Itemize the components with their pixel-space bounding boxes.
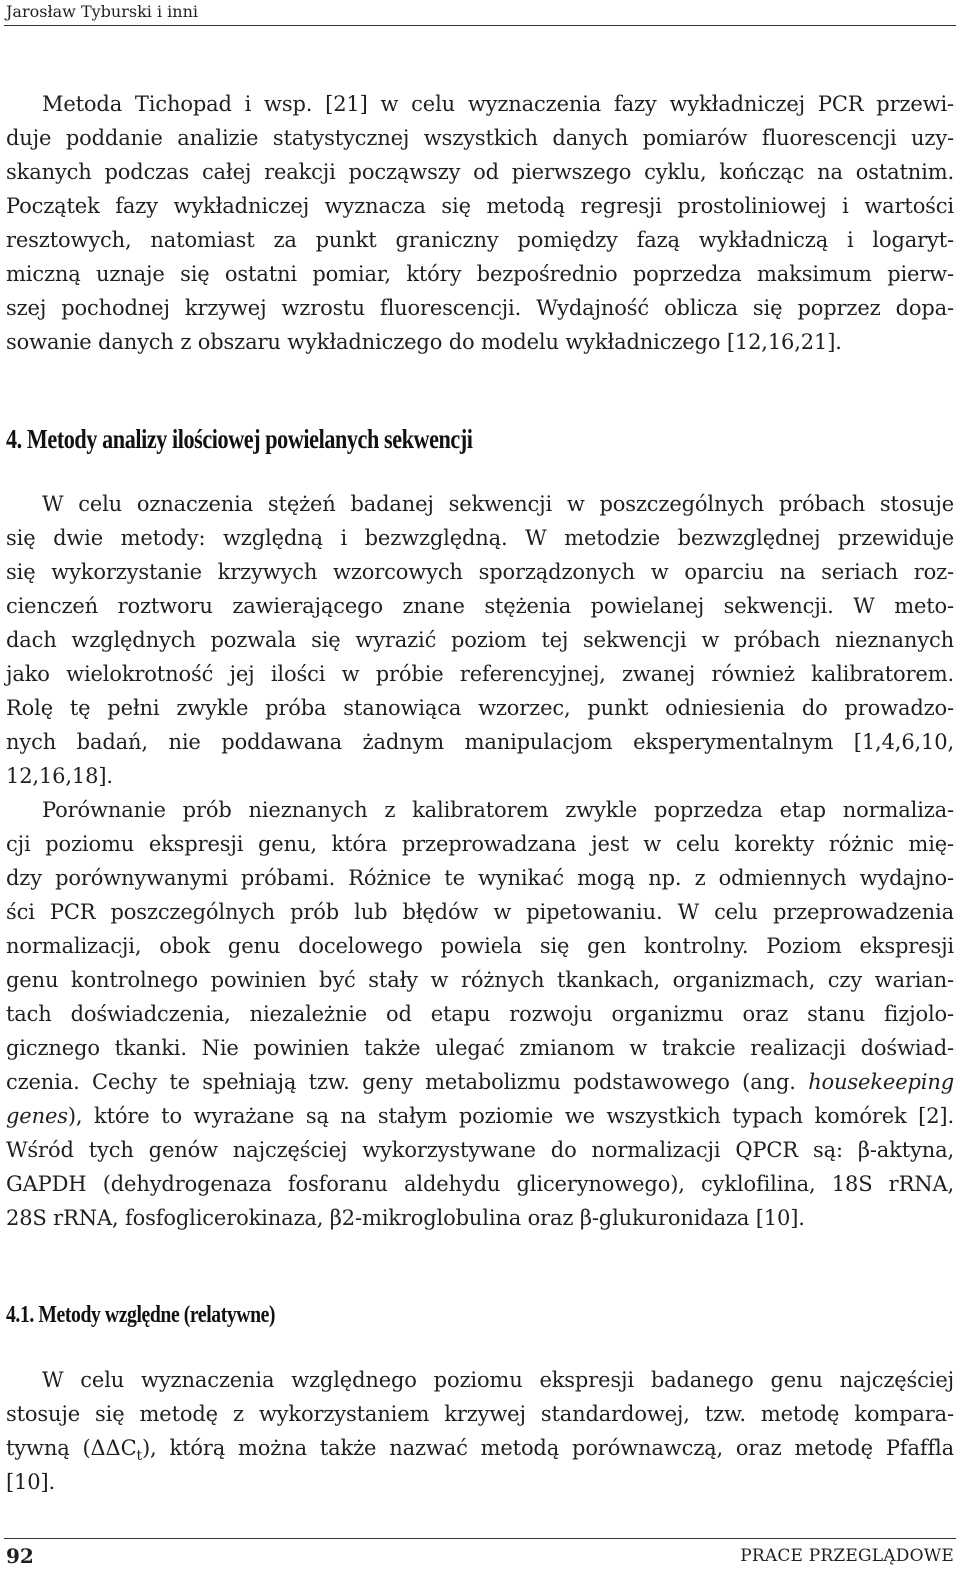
text-line-ddct: [6, 1438, 954, 1463]
text-line: gicznego tkanki. Nie powinien także ulegać zmianom w trakcie realizacji doświad-: [6, 1036, 954, 1060]
section-heading-4: 4. Metody analizy ilościowej powielanych sekwencji: [6, 424, 473, 454]
text-line: Metoda Tichopad i wsp. [21] w celu wyznaczenia fazy wykładniczej PCR przewi-: [42, 92, 954, 116]
text-line: 28S rRNA, fosfoglicerokinaza, β2-mikroglobulina oraz β-glukuronidaza [10].: [6, 1206, 805, 1230]
text-segment: ), którą można także nazwać metodą porównawczą, oraz metodę Pfaffla: [141, 1436, 954, 1460]
text-line: dach względnych pozwala się wyrazić poziom tej sekwencji w próbach nieznanych: [6, 628, 954, 652]
text-line: resztowych, natomiast za punkt graniczny pomiędzy fazą wykładniczą i logaryt-: [6, 228, 954, 252]
text-line: miczną uznaje się ostatni pomiar, który bezpośrednio poprzedza maksimum pierw-: [6, 262, 954, 286]
text-line: genu kontrolnego powinien być stały w różnych tkankach, organizmach, czy warian-: [6, 968, 954, 992]
text-line: Porównanie prób nieznanych z kalibratorem zwykle poprzedza etap normaliza-: [42, 798, 954, 822]
text-line: jako wielokrotność jej ilości w próbie referencyjnej, zwanej również kalibratorem.: [6, 662, 954, 686]
text-line-housekeeping: [6, 1072, 954, 1093]
text-line: sowanie danych z obszaru wykładniczego do modelu wykładniczego [12,16,21].: [6, 330, 842, 354]
text-line: się dwie metody: względną i bezwzględną. W metodzie bezwzględnej przewiduje: [6, 526, 954, 550]
text-line: Początek fazy wykładniczej wyznacza się metodą regresji prostoliniowej i wartości: [6, 194, 954, 218]
text-line: skanych podczas całej reakcji począwszy od pierwszego cyklu, kończąc na ostatnim.: [6, 160, 954, 184]
text-line: stosuje się metodę z wykorzystaniem krzywej standardowej, tzw. metodę kompara-: [6, 1402, 954, 1426]
italic-term: housekeeping: [808, 1070, 954, 1094]
text-line: dzy porównywanymi próbami. Różnice te wynikać mogą np. z odmiennych wydajno-: [6, 866, 954, 890]
text-line: nych badań, nie poddawana żadnym manipulacjom eksperymentalnym [1,4,6,10,: [6, 730, 954, 754]
text-line: się wykorzystanie krzywych wzorcowych sporządzonych w oparciu na seriach roz-: [6, 560, 954, 584]
journal-name: PRACE PRZEGLĄDOWE: [740, 1546, 954, 1566]
text-line: W celu wyznaczenia względnego poziomu ekspresji badanego genu najczęściej: [42, 1368, 954, 1392]
subscript: t: [136, 1448, 142, 1465]
text-line: duje poddanie analizie statystycznej wszystkich danych pomiarów fluorescencji uzy-: [6, 126, 954, 150]
text-line: cji poziomu ekspresji genu, która przeprowadzana jest w celu korekty różnic mię-: [6, 832, 954, 856]
text-line-genes: [6, 1106, 954, 1127]
footer-rule: [4, 1538, 956, 1539]
text-line: normalizacji, obok genu docelowego powiela się gen kontrolny. Poziom ekspresji: [6, 934, 954, 958]
text-line: szej pochodnej krzywej wzrostu fluorescencji. Wydajność oblicza się poprzez dopa-: [6, 296, 954, 320]
header-rule: [4, 25, 956, 26]
text-segment: ), które to wyrażane są na stałym poziomie we wszystkich typach komórek [2].: [67, 1104, 954, 1128]
running-head: Jarosław Tyburski i inni: [6, 2, 199, 21]
text-segment: tywną (ΔΔC: [6, 1436, 137, 1460]
section-heading-4-1: 4.1. Metody względne (relatywne): [6, 1302, 276, 1328]
text-line: Rolę tę pełni zwykle próba stanowiąca wzorzec, punkt odniesienia do prowadzo-: [6, 696, 954, 720]
text-line: 12,16,18].: [6, 764, 113, 788]
text-line: cienczeń roztworu zawierającego znane stężenia powielanej sekwencji. W meto-: [6, 594, 954, 618]
text-line: W celu oznaczenia stężeń badanej sekwencji w poszczególnych próbach stosuje: [42, 492, 954, 516]
text-line: GAPDH (dehydrogenaza fosforanu aldehydu glicerynowego), cyklofilina, 18S rRNA,: [6, 1172, 954, 1196]
text-line: tach doświadczenia, niezależnie od etapu rozwoju organizmu oraz stanu fizjolo-: [6, 1002, 954, 1026]
italic-term: genes: [6, 1104, 68, 1128]
text-line: ści PCR poszczególnych prób lub błędów w pipetowaniu. W celu przeprowadzenia: [6, 900, 954, 924]
text-segment: czenia. Cechy te spełniają tzw. geny metabolizmu podstawowego (ang.: [6, 1070, 809, 1094]
page-number: 92: [6, 1544, 34, 1568]
text-line: Wśród tych genów najczęściej wykorzystywane do normalizacji QPCR są: β-aktyna,: [6, 1138, 954, 1162]
text-line: [10].: [6, 1470, 56, 1494]
